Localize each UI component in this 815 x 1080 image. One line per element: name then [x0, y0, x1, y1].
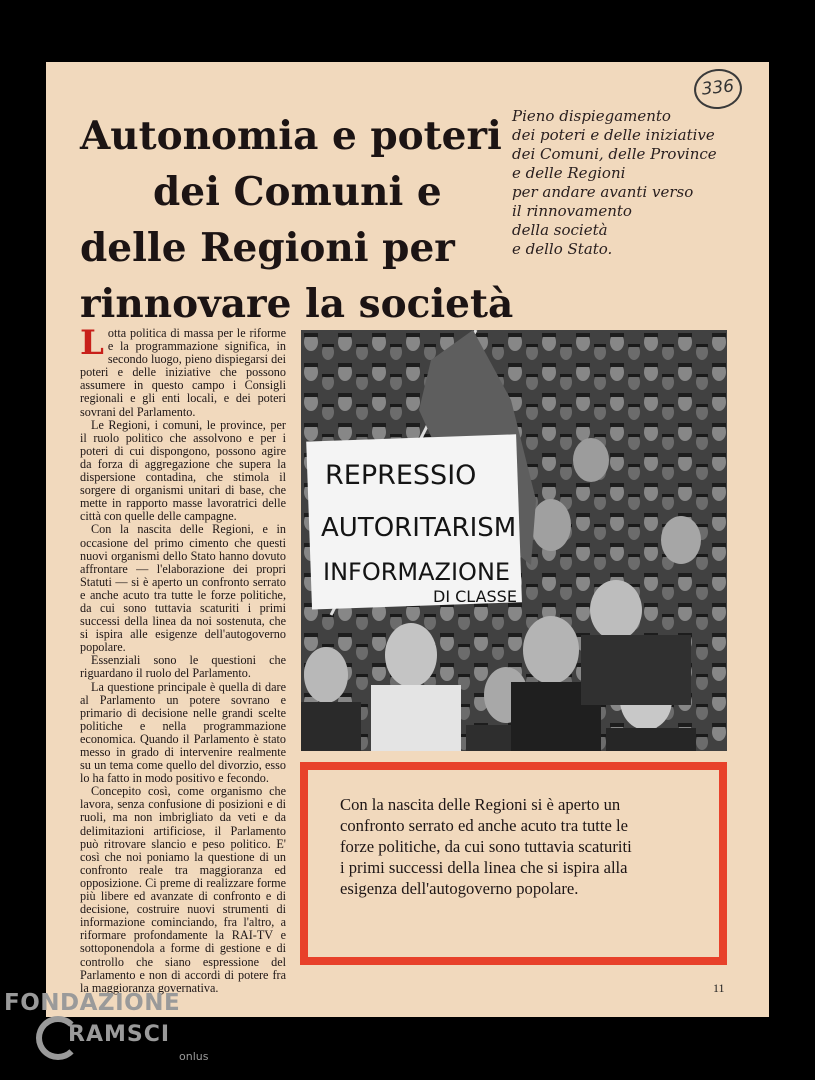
- subtitle-line: dei Comuni, delle Province: [512, 145, 717, 163]
- body-paragraph: Essenziali sono le questioni che riguardano il ruolo del Parlamento.: [80, 653, 286, 681]
- quote-border-bottom: [300, 957, 727, 965]
- body-paragraph: [80, 323, 286, 419]
- quote-border-top: [300, 762, 727, 770]
- headline-line: dei Comuni e: [153, 169, 442, 215]
- fondazione-gramsci-logo: [4, 990, 209, 1063]
- folio: 11: [713, 981, 725, 995]
- quote-line: Con la nascita delle Regioni si è aperto un: [340, 795, 621, 814]
- body-paragraph: La questione principale è quella di dare al Parlamento un potere sovrano e primario di decisione nelle grandi scelte politiche e nella programmazione economica. Quando il Parlamento è stato messo in grado di intervenire realmente su un tema come quello del divorzio, esso lo ha fatto in modo positivo e fecondo.: [80, 679, 286, 786]
- subtitle-line: dei poteri e delle iniziative: [512, 126, 715, 144]
- logo-line1: FONDAZIONE: [4, 990, 181, 1016]
- headline-line: delle Regioni per: [80, 225, 455, 271]
- headline: [80, 108, 514, 332]
- protest-banner: [306, 434, 522, 609]
- quote-line: esigenza dell'autogoverno popolare.: [340, 879, 579, 898]
- subtitle-line: e dello Stato.: [512, 240, 613, 258]
- banner-line: REPRESSIO: [325, 460, 477, 491]
- body-paragraph: Con la nascita delle Regioni, e in occasione del primo cimento che questi nuovi organismi dello Stato hanno dovuto affrontare — l'elaborazione dei propri Statuti — si è aperto un confronto serrato e anche acuto tra tutte le forze politiche, da cui sono tuttavia scaturiti i primi successi della linea da noi sostenuta, che si ispira alle esigenze dell'autogoverno popolare.: [80, 522, 286, 655]
- logo-line2: RAMSCI: [68, 1022, 171, 1047]
- subtitle-line: il rinnovamento: [512, 202, 632, 220]
- article-body: [80, 323, 286, 995]
- banner-line: INFORMAZIONE: [323, 558, 511, 586]
- body-paragraph: Concepito così, come organismo che lavora, senza confusione di posizioni e di ruoli, ma non imbrigliato da veti e da delimitazioni artificiose, il Parlamento può ritrovare slancio e peso politico. E' così che noi poniamo la questione di un confronto reale tra maggioranza ed opposizione. Ci preme di realizzare forme più libere ed avanzate di confronto e di decisione, costruire nuovi strumenti di informazione cominciando, fra l'altro, a riformare profondamente la RAI-TV e sottoponendola a forme di gestione e di controllo che siano espressione del Parlamento e non di accordi di potere fra la maggioranza governativa.: [80, 784, 286, 995]
- quote-border-left: [300, 762, 308, 965]
- body-paragraph-text: otta politica di massa per le riforme e la programmazione significa, in secondo luogo, pieno dispiegarsi dei poteri e delle iniziative che possono assumere in questo campo i Consigli regionali e gli enti locali, e dei poteri sovrani del Parlamento.: [80, 326, 286, 419]
- page-number-stamp: 336: [692, 67, 744, 112]
- quote-line: confronto serrato ed anche acuto tra tutte le: [340, 816, 628, 835]
- subtitle-line: per andare avanti verso: [512, 183, 694, 201]
- protest-photo: [301, 330, 727, 751]
- subtitle-line: e delle Regioni: [512, 164, 626, 182]
- subtitle: [512, 107, 752, 259]
- protest-photo-illustration: [301, 330, 727, 751]
- headline-line: rinnovare la società: [80, 281, 514, 327]
- quote-line: forze politiche, da cui sono tuttavia scaturiti: [340, 837, 632, 856]
- logo-line3: onlus: [179, 1050, 209, 1063]
- banner-line: DI CLASSE: [433, 587, 517, 606]
- pull-quote: [340, 794, 720, 899]
- body-paragraph: Le Regioni, i comuni, le province, per il ruolo politico che assolvono e per i poteri di cui dispongono, possono agire da forza di aggregazione che supera la dispersione contadina, che stimola il sorgere di organismi unitari di base, che mette in rapporto masse lavoratrici delle città con quelle delle campagne.: [80, 417, 286, 524]
- subtitle-line: Pieno dispiegamento: [512, 107, 671, 125]
- subtitle-line: della società: [512, 221, 608, 239]
- quote-border-right: [719, 762, 727, 965]
- headline-line: Autonomia e poteri: [80, 113, 502, 159]
- quote-line: i primi successi della linea che si ispira alla: [340, 858, 628, 877]
- banner-line: AUTORITARISM: [321, 513, 517, 543]
- drop-cap: L: [80, 323, 104, 363]
